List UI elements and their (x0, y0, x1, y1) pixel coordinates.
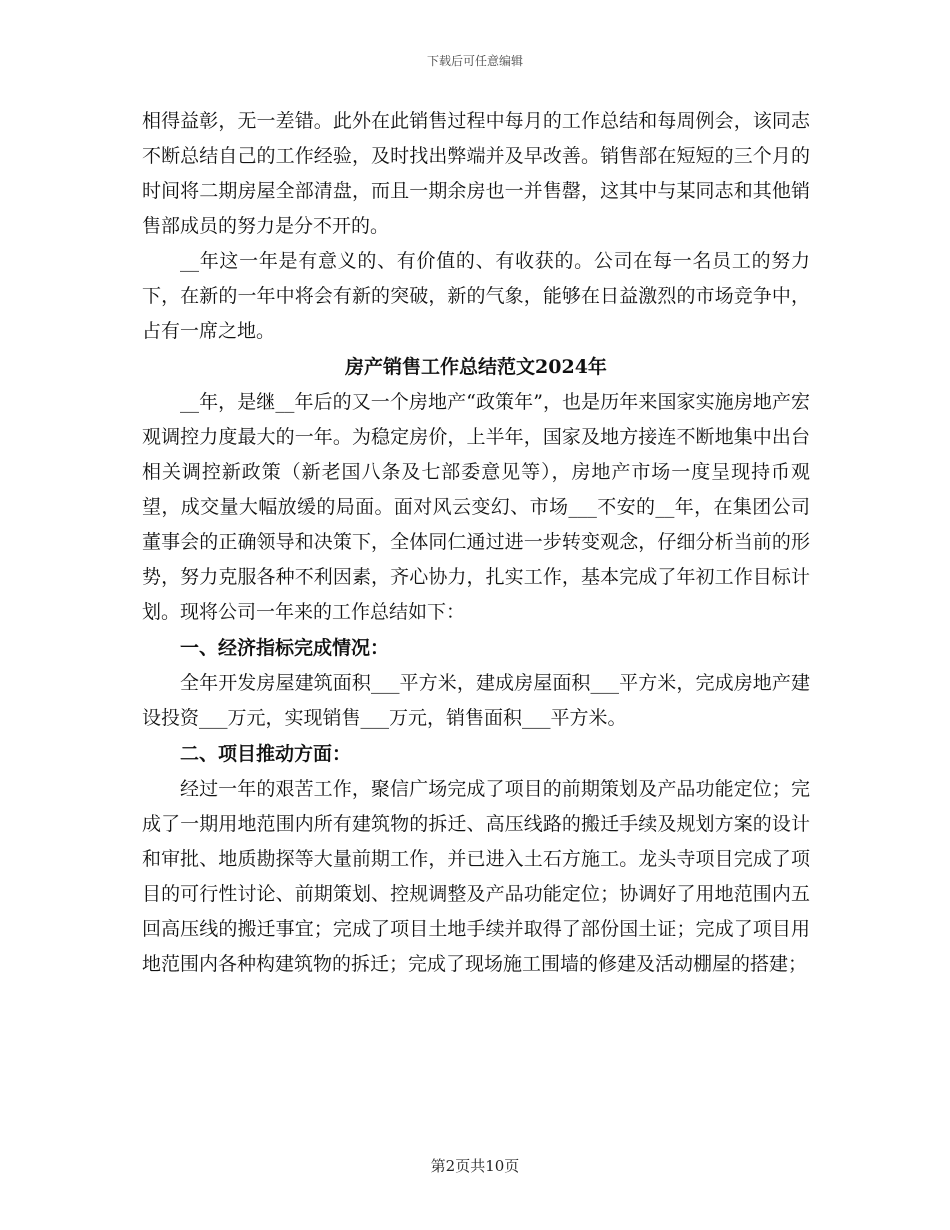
section-title: 房产销售工作总结范文2024年 (345, 356, 607, 378)
heading-project-progress: 二、项目推动方面： (180, 743, 352, 765)
paragraph-intro: __年，是继__年后的又一个房地产“政策年”，也是历年来国家实施房地产宏观调控力度最大的一年。为稳定房价，上半年，国家及地方接连不断地集中出台相关调控新政策（新老国八条及七部委意见等），房地产市场一度呈现持币观望，成交量大幅放缓的局面。面对风云变幻、市场___不安的__年，在集团公司董事会的正确领导和决策下，全体同仁通过进一步转变观念，仔细分析当前的形势，努力克服各种不利因素，齐心协力，扎实工作，基本完成了年初工作目标计划。现将公司一年来的工作总结如下： (142, 391, 810, 623)
heading-economic-indicators: 一、经济指标完成情况： (180, 637, 390, 659)
paragraph-year-summary: __年这一年是有意义的、有价值的、有收获的。公司在每一名员工的努力下，在新的一年中将会有新的突破，新的气象，能够在日益激烈的市场竞争中，占有一席之地。 (142, 250, 810, 342)
page-header: 下载后可任意编辑 (426, 54, 523, 68)
document-body (142, 104, 810, 982)
paragraph-economic-indicators: 全年开发房屋建筑面积___平方米，建成房屋面积___平方米，完成房地产建设投资___万元，实现销售___万元，销售面积___平方米。 (142, 672, 810, 729)
page-footer: 第2页共10页 (430, 1157, 520, 1175)
paragraph-project-progress: 经过一年的艰苦工作，聚信广场完成了项目的前期策划及产品功能定位；完成了一期用地范围内所有建筑物的拆迁、高压线路的搬迁手续及规划方案的设计和审批、地质勘探等大量前期工作，并已进入土石方施工。龙头寺项目完成了项目的可行性讨论、前期策划、控规调整及产品功能定位；协调好了用地范围内五回高压线的搬迁事宜；完成了项目土地手续并取得了部份国土证；完成了项目用地范围内各种构建筑物的拆迁；完成了现场施工围墙的修建及活动棚屋的搭建； (142, 778, 810, 975)
paragraph-continued: 相得益彰，无一差错。此外在此销售过程中每月的工作总结和每周例会，该同志不断总结自己的工作经验，及时找出弊端并及早改善。销售部在短短的三个月的时间将二期房屋全部清盘，而且一期余房也一并售罄，这其中与某同志和其他销售部成员的努力是分不开的。 (142, 110, 810, 237)
